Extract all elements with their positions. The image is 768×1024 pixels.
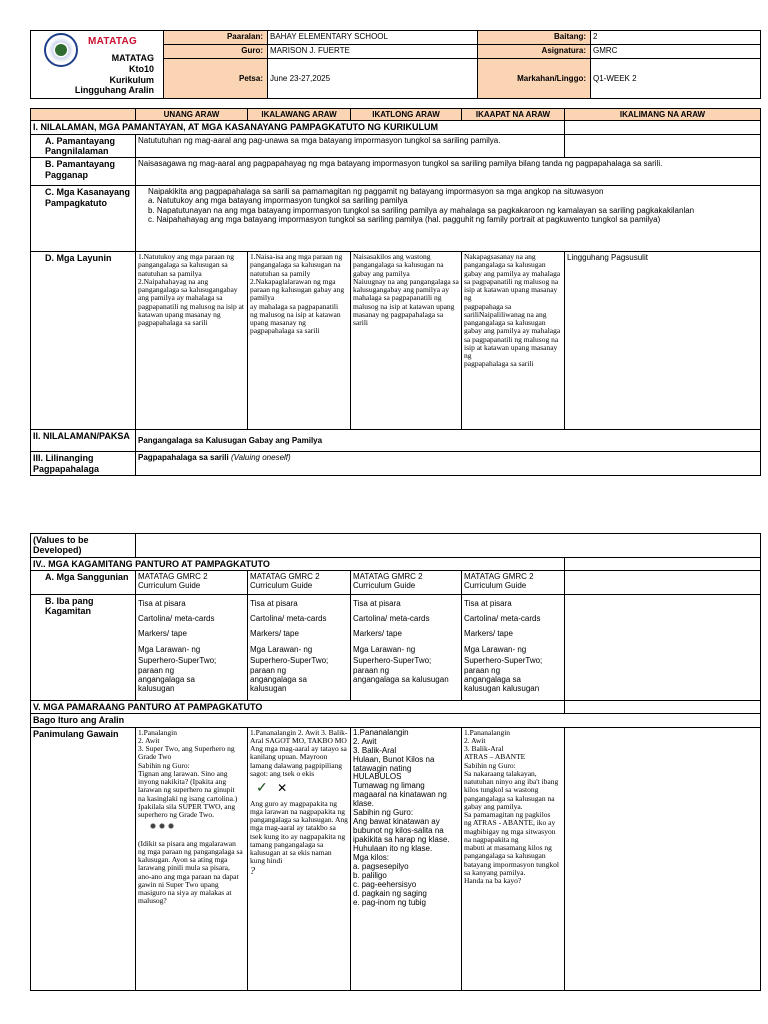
layunin-day5: Lingguhang Pagsusulit xyxy=(565,252,761,430)
pagpapahalaga-text: Pagpapahalaga sa sarili xyxy=(138,453,229,463)
lilinanging-pagpapahalaga-text xyxy=(136,452,761,476)
values-developed-label: (Values to be Developed) xyxy=(31,534,136,558)
day-header-2: IKALAWANG ARAW xyxy=(248,109,351,121)
kagamitan-item: Markers/ tape xyxy=(353,629,402,639)
kagamitan-day1 xyxy=(136,595,248,701)
layunin-day4: Nakapagsasanay na ang pangangalaga sa kalusugan gabay ang pamilya ay mahalaga sa pagpapanatili ng malusog na isip at katawan upang masanay ng pagpapahaga sa sariliNaipaliliwanag na ang pangangalaga sa kalusugan gabay ang pamilya ay mahalaga sa pagpapanatili ng malusog na isip at katawan upang masanay ng pagpapahalaga sa sarili xyxy=(462,252,565,430)
markahan-label: Markahan/Linggo: xyxy=(478,59,591,99)
kagamitan-tail: paraan ng angangalaga sa kalusugan xyxy=(138,665,195,693)
pamantayang-pangnilalaman-label: A. Pamantayang Pangnilalaman xyxy=(31,134,136,158)
panimula-day2 xyxy=(248,727,351,990)
empty-cell xyxy=(565,571,761,595)
layunin-day2: 1.Naisa-isa ang mga paraan ng pangangalaga sa kalusugan na natutuhan sa pamily 2.Nakapaglalarawan ng mga paraan ng kalusugan gabay ang pamilya ay mahalaga sa pagpapanatili ng malusog na isip at katawan upang masanay ng pagpapahalaga sa sarili xyxy=(248,252,351,430)
kagamitan-item: Markers/ tape xyxy=(464,629,513,639)
kagamitan-item: Mga Larawan- ng xyxy=(464,644,527,654)
layunin-day3: Naisasakilos ang wastong pangangalaga sa kalusugan na gabay ang pamilya Naiuugnay na ang pangangalaga sa kalusugangabay ang pamilya ay mahalaga sa pagpapanatili ng malusog na isip at katawan upang masanay ng pagpapahalaga sa sarili xyxy=(351,252,462,430)
check-icon: ✓ xyxy=(256,781,268,797)
asignatura-value: GMRC xyxy=(591,45,761,59)
day-header-1: UNANG ARAW xyxy=(136,109,248,121)
kasanayang-pampagkatuto-text xyxy=(136,186,761,252)
panimula-day1-bottom: (Idikit sa pisara ang mgalarawan ng mga paraan ng pangangalaga sa kalusugan. Ayon sa ating mga larawang pinili mula sa pisara, ano-ano ang mga paraan na dapat gawin ni Super Two upang masiguro na siya ay malakas at malusog? xyxy=(138,838,243,906)
kagamitan-item: Superhero-SuperTwo; xyxy=(353,655,432,665)
petsa-value: June 23-27,2025 xyxy=(268,59,478,99)
day-header-5: IKALIMANG NA ARAW xyxy=(565,109,761,121)
nilalaman-paksa-text: Pangangalaga sa Kalusugan Gabay ang Pamilya xyxy=(136,430,761,452)
sanggunian-day1: MATATAG GMRC 2 Curriculum Guide xyxy=(136,571,248,595)
kagamitan-item: Cartolina/ meta-cards xyxy=(250,614,327,624)
paaralan-value: BAHAY ELEMENTARY SCHOOL xyxy=(268,31,478,45)
kagamitan-item: Superhero-SuperTwo; xyxy=(464,655,543,665)
panimula-day3: 1.Pananalangin 2. Awit 3. Balik-Aral Hulaan, Bunot Kilos na tatawagin nating HULABULOS Tumawag ng limang magaaral na kinatawan ng klase. Sabihin ng Guro: Ang bawat kinatawan ay bubunot ng kilos-salita na ipakikita sa harap ng klase. Huhulaan ito ng klase. Mga kilos: a. pagsesepilyo b. paliligo c. pag-eehersisyo d. pagkain ng saging e. pag-inom ng tubig xyxy=(351,727,462,990)
question-mark: ? xyxy=(250,865,255,877)
kasanayan-b: b. Napatutunayan na ang mga batayang impormasyon tungkol sa sariling pamilya ay mahalaga sa pagkakaroon ng kamalayan sa sariling pagkakakilanlan xyxy=(148,205,695,215)
day-header-blank xyxy=(31,109,136,121)
section1-title: I. NILALAMAN, MGA PAMANTAYAN, AT MGA KASANAYANG PAMPAGKATUTO NG KURIKULUM xyxy=(31,121,565,134)
sanggunian-day3: MATATAG GMRC 2 Curriculum Guide xyxy=(351,571,462,595)
lilinanging-pagpapahalaga-label: III. Lilinanging Pagpapahalaga xyxy=(31,452,136,476)
kagamitan-item: Cartolina/ meta-cards xyxy=(138,614,215,624)
markahan-value: Q1-WEEK 2 xyxy=(591,59,761,99)
panimula-day2-top: 1.Pananalangin 2. Awit 3. Balik-Aral SAGOT MO, TAKBO MO Ang mga mag-aaral ay tatayo sa kanilang upuan. Mayroon lamang dalawang pagpipiliang sagot: ang tsek o ekis xyxy=(250,727,348,778)
kagamitan-tail: paraan ng angangalaga sa kalusugan xyxy=(353,665,449,684)
asignatura-label: Asignatura: xyxy=(478,45,591,59)
kagamitan-tail: paraan ng angangalaga sa kalusugan kalusugan xyxy=(464,665,540,693)
logo-line-2: Kto10 xyxy=(128,63,154,74)
section4-title: IV.. MGA KAGAMITANG PANTURO AT PAMPAGKATUTO xyxy=(31,557,565,570)
lesson-table-page2 xyxy=(30,533,761,991)
pamantayang-pagganap-label: B. Pamantayang Pagganap xyxy=(31,158,136,186)
kagamitan-item: Mga Larawan- ng xyxy=(250,644,313,654)
matatag-logo: MATATAG xyxy=(88,36,138,47)
panimula-day4: 1.Pananalangin 2. Awit 3. Balik-Aral ATRAS – ABANTE Sabihin ng Guro: Sa nakaraang talakayan, natutuhan ninyo ang iba't ibang kilos tungkol sa wastong pangangalaga sa kalusugan na gabay ang pamilya. Sa pamamagitan ng pagkilos ng ATRAS - ABANTE, iko ay magbibigay ng mga sitwasyon na nagpapakita ng mabuti at masamang kilos ng pangangalaga sa kalusugan batayang impormasyon tungkol sa kanyang pamilya. Handa na ba kayo? xyxy=(462,727,565,990)
kagamitan-item: Mga Larawan- ng xyxy=(138,644,201,654)
kagamitan-item: Tisa at pisara xyxy=(353,599,401,609)
paaralan-label: Paaralan: xyxy=(164,31,268,45)
pamantayang-pagganap-text: Naisasagawa ng mag-aaral ang pagpapahayag ng mga batayang impormasyon tungkol sa sariling pamilya bilang tanda ng pagpapahalaga sa sarili. xyxy=(136,158,761,186)
guro-value: MARISON J. FUERTE xyxy=(268,45,478,59)
logo-cell xyxy=(31,31,164,99)
baitang-value: 2 xyxy=(591,31,761,45)
section5-title: V. MGA PAMARAANG PANTURO AT PAMPAGKATUTO xyxy=(31,701,565,714)
lesson-table-page1 xyxy=(30,108,761,476)
pamantayang-pangnilalaman-text: Natututuhan ng mag-aaral ang pag-unawa sa mga batayang impormasyon tungkol sa sariling pamilya. xyxy=(136,134,565,158)
sanggunian-day2: MATATAG GMRC 2 Curriculum Guide xyxy=(248,571,351,595)
mga-layunin-label: D. Mga Layunin xyxy=(31,252,136,430)
layunin-day1: 1.Natutukoy ang mga paraan ng pangangalaga sa kalusugan sa natutuhan sa pamilya 2.Naipahahayag na ang pangangalaga sa kalusugangabay ang pamilya ay mahalaga sa pagpapanatili ng malusog na isip at katawan upang masanay ng pagpapahalaga sa sarili xyxy=(136,252,248,430)
logo-line-1: MATATAG xyxy=(111,53,154,63)
kasanayan-c: c. Naipahahayag ang mga batayang impormasyon tungkol sa sariling pamilya (hal. pagguhit ng family portrait at pagkuwento tungkol sa pamilya) xyxy=(148,214,661,224)
sanggunian-day4: MATATAG GMRC 2 Curriculum Guide xyxy=(462,571,565,595)
panimulang-gawain-label: Panimulang Gawain xyxy=(31,727,136,990)
kagamitan-day3 xyxy=(351,595,462,701)
guro-label: Guro: xyxy=(164,45,268,59)
kagamitan-tail: paraan ng angangalaga sa kalusugan xyxy=(250,665,307,693)
kagamitan-item: Tisa at pisara xyxy=(464,599,512,609)
empty-cell xyxy=(565,557,761,570)
panimula-day1-top: 1.Panalangin 2. Awit 3. Super Two, ang Superhero ng Grade Two Sabihin ng Guro: Tignan ang larawan. Sino ang inyong nakikita? (Ipakita ang larawan ng superhero na ginupit na kasinglaki ng isang cartolina.) Ipakilala sila SUPER TWO, ang superhero ng Grade Two. xyxy=(138,727,238,820)
bago-ituro-label: Bago Ituro ang Aralin xyxy=(31,714,761,727)
empty-cell xyxy=(565,134,761,158)
empty-cell xyxy=(136,534,761,558)
header-table xyxy=(30,30,761,99)
day-header-4: IKAAPAT NA ARAW xyxy=(462,109,565,121)
panimula-day2-bottom: Ang guro ay magpapakita ng mga larawan na nagpapakita ng pangangalaga sa kalusugan. Ang mga mag-aaral ay tatakbo sa tsek kung ito ay nagpapakita ng tamang pangangalaga sa kalusugan at sa ekis naman kung hindi xyxy=(250,798,348,866)
kagamitan-item: Superhero-SuperTwo; xyxy=(250,655,329,665)
empty-cell xyxy=(565,701,761,714)
kagamitan-item: Mga Larawan- ng xyxy=(353,644,416,654)
kasanayang-pampagkatuto-label: C. Mga Kasanayang Pampagkatuto xyxy=(31,186,136,252)
children-clipart-icon xyxy=(148,821,176,835)
kagamitan-day4 xyxy=(462,595,565,701)
petsa-label: Petsa: xyxy=(164,59,268,99)
cross-icon: ✕ xyxy=(277,781,288,796)
kagamitan-item: Tisa at pisara xyxy=(250,599,298,609)
empty-cell xyxy=(565,595,761,701)
kagamitan-item: Markers/ tape xyxy=(250,629,299,639)
day-header-3: IKATLONG ARAW xyxy=(351,109,462,121)
pagpapahalaga-italic: (Valuing oneself) xyxy=(230,453,291,463)
nilalaman-paksa-label: II. NILALAMAN/PAKSA xyxy=(31,430,136,452)
kagamitan-day2 xyxy=(248,595,351,701)
logo-line-3: Kurikulum xyxy=(109,74,154,85)
kagamitan-item: Markers/ tape xyxy=(138,629,187,639)
kagamitan-item: Tisa at pisara xyxy=(138,599,186,609)
kasanayan-a: a. Natutukoy ang mga batayang impormasyon tungkol sa sariling pamilya xyxy=(148,196,408,206)
panimula-day1 xyxy=(136,727,248,990)
kagamitan-item: Cartolina/ meta-cards xyxy=(464,614,541,624)
empty-cell xyxy=(565,727,761,990)
kagamitan-item: Cartolina/ meta-cards xyxy=(353,614,430,624)
kagamitan-label: B. Iba pang Kagamitan xyxy=(31,595,136,701)
kagamitan-item: Superhero-SuperTwo; xyxy=(138,655,217,665)
baitang-label: Baitang: xyxy=(478,31,591,45)
kasanayan-intro: Naipakikita ang pagpapahalaga sa sarili sa pamamagitan ng paggamit ng batayang impormasyon sa mga angkop na situwasyon xyxy=(148,187,604,197)
sanggunian-label: A. Mga Sanggunian xyxy=(31,571,136,595)
logo-line-4: Lingguhang Aralin xyxy=(74,85,154,96)
empty-cell xyxy=(565,121,761,134)
